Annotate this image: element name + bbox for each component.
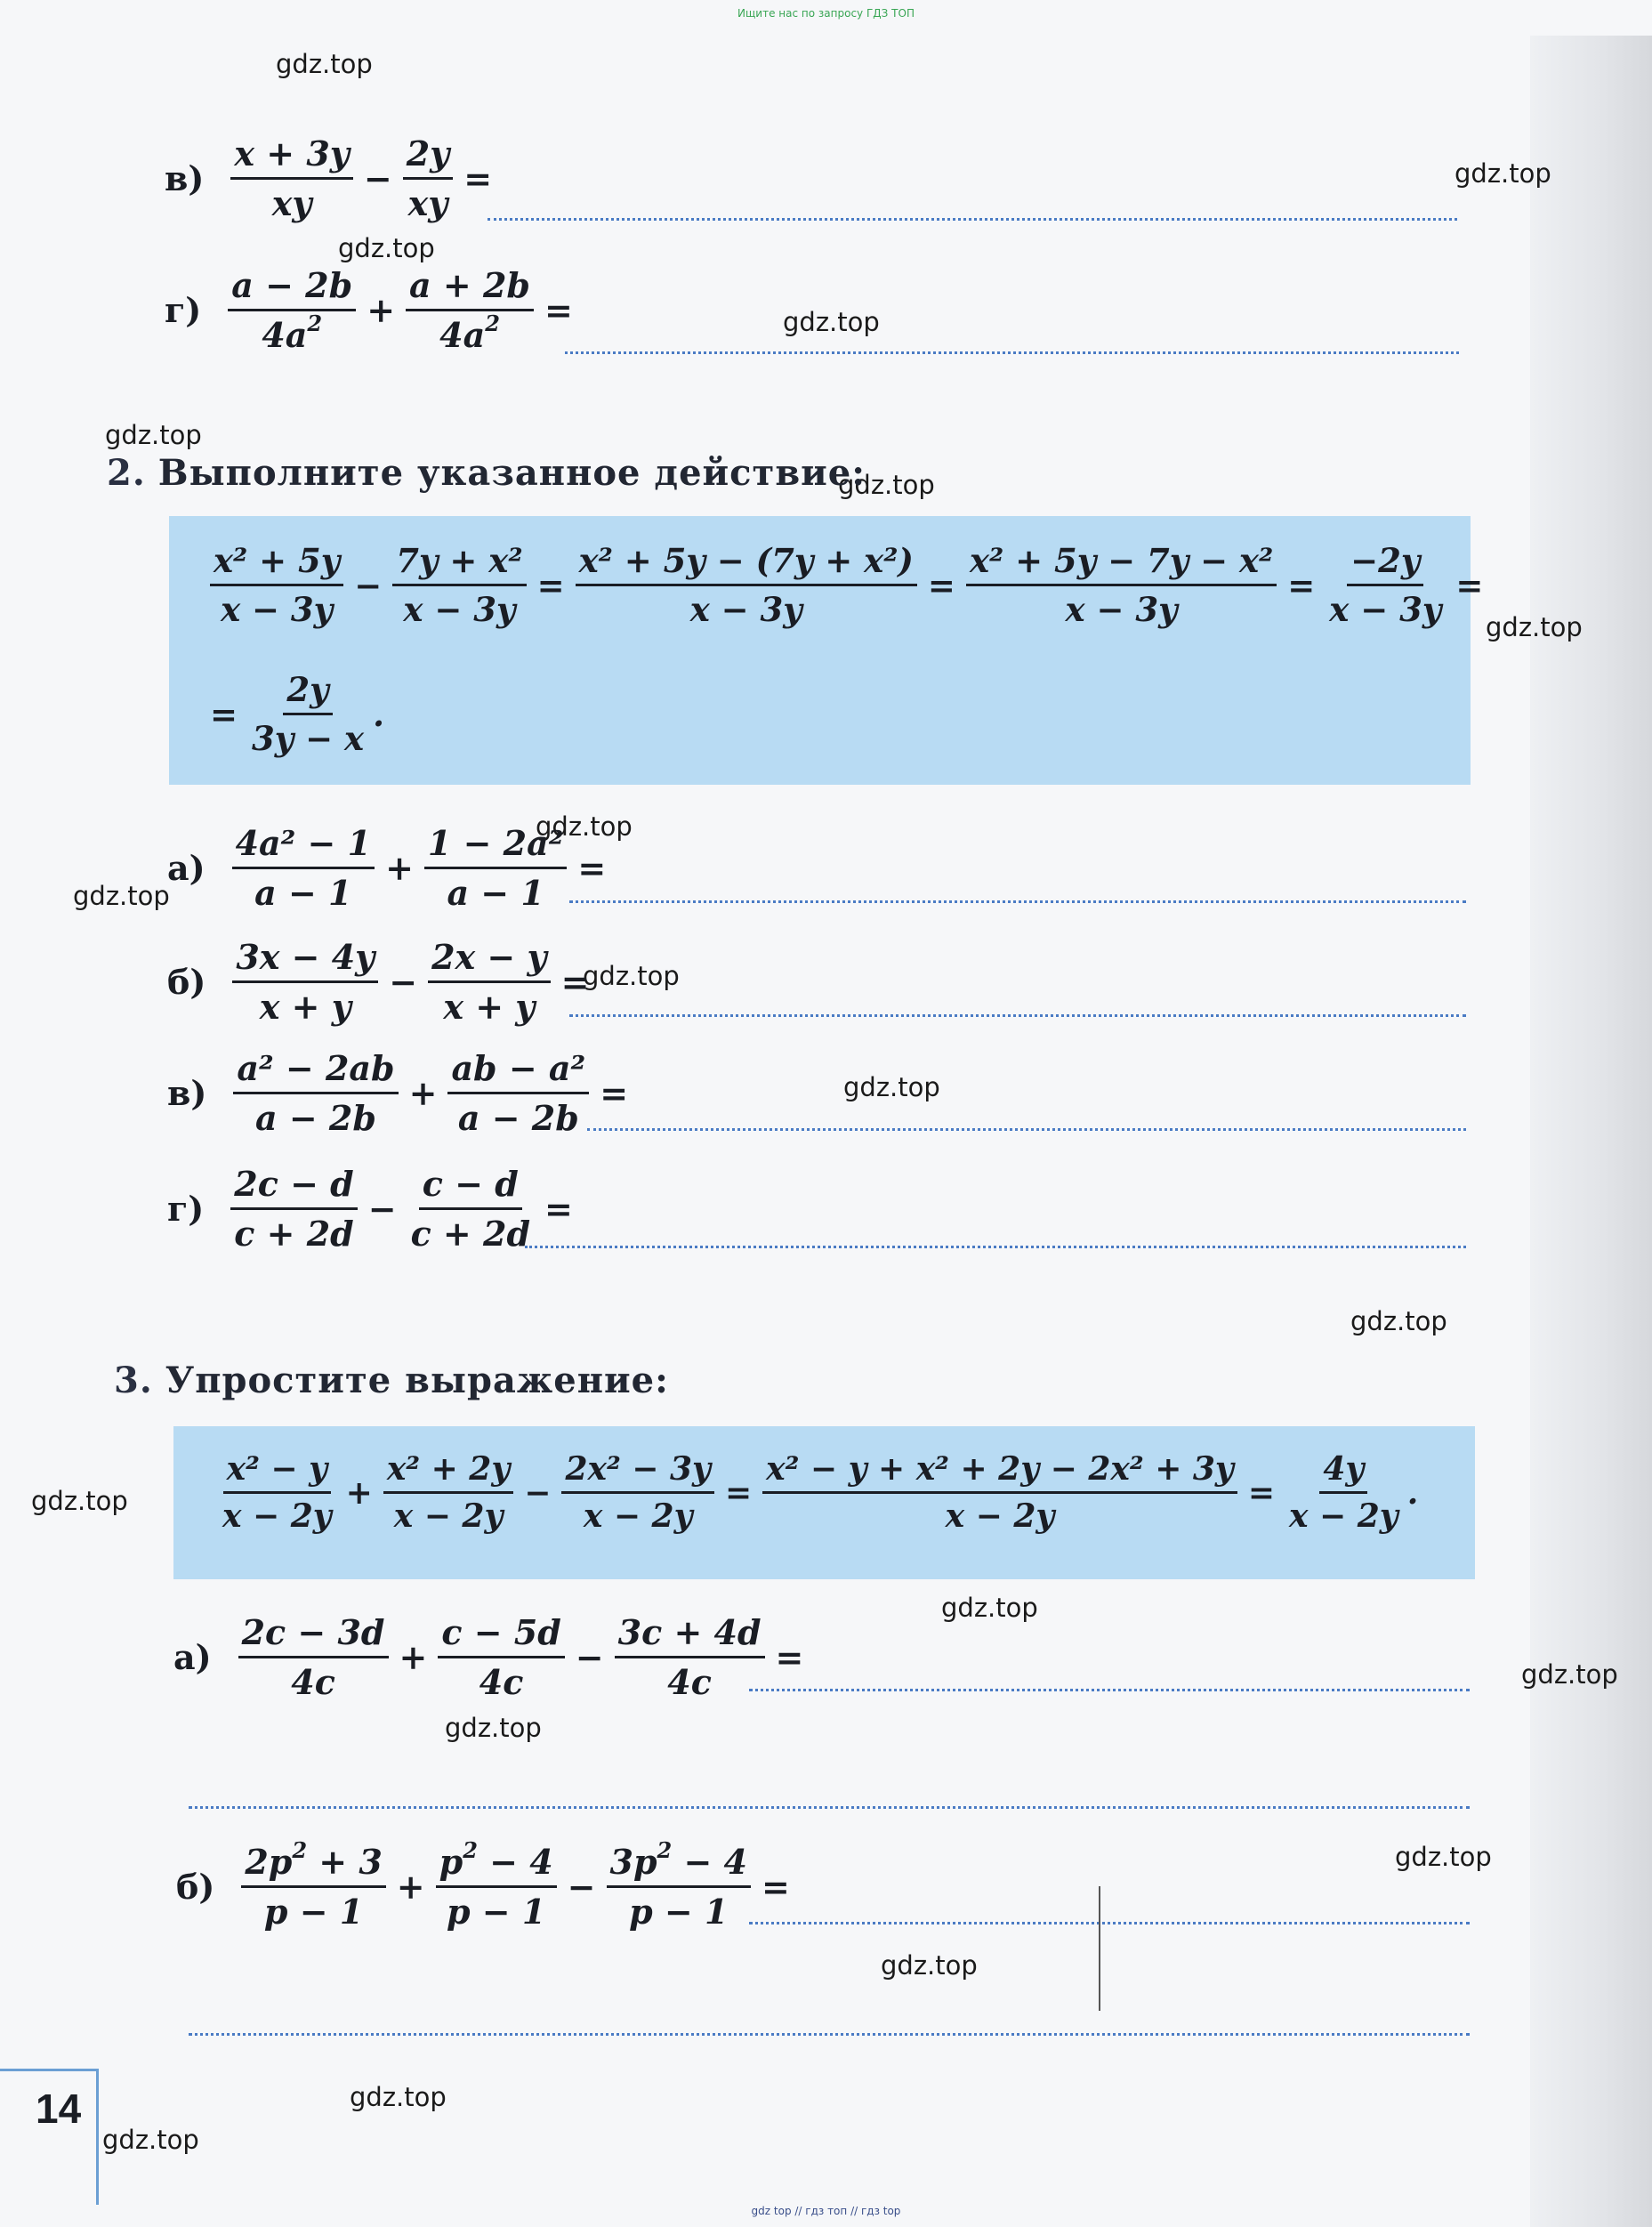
task2-item-b: б) $\frac{3x - 4y}{x + y}$ − $\frac{2x - y}{x + y}$ =	[167, 937, 590, 1027]
page-number: 14	[36, 2086, 82, 2132]
answer-line[interactable]	[525, 1246, 1466, 1248]
page-number-box	[0, 2069, 99, 2205]
watermark: gdz.top	[445, 1713, 542, 1743]
answer-line[interactable]	[587, 1128, 1466, 1131]
task2-heading: 2. Выполните указанное действие:	[107, 452, 866, 494]
task3-item-a: а) $\frac{2c - 3d}{4c}$ + $\frac{c - 5d}{4c}$ − $\frac{3c + 4d}{4c}$ =	[173, 1612, 804, 1702]
answer-line[interactable]	[189, 2033, 1470, 2036]
fraction: $\frac{x + 3y}{xy}$	[230, 133, 352, 223]
footer-note: gdz top // гдз топ // гдз top	[751, 2205, 901, 2217]
task2-example-line2: = $\frac{2y}{3y - x}$ .	[210, 670, 384, 758]
task2-example-line1: $\frac{\text{x² + 5y}}{x - 3y}$ − $\frac{\text{7y + x²}}{x - 3y}$ = $\frac{\text{x² + 5y − (7y + x²)}}{x - 3y}$ = $\frac{\text{x² + 5y − 7y − x²}}{x - 3y}$ = $\frac{-2y}{x - 3y}$ =	[205, 541, 1488, 629]
watermark: gdz.top	[941, 1593, 1038, 1623]
watermark: gdz.top	[1350, 1306, 1447, 1336]
answer-line[interactable]	[565, 351, 1459, 354]
watermark: gdz.top	[1395, 1842, 1492, 1872]
task2-item-a: а) $\frac{\text{4a² − 1}}{a - 1}$ + $\frac{\text{1 − 2a²}}{a - 1}$ =	[167, 823, 607, 913]
watermark: gdz.top	[1486, 612, 1583, 642]
fraction: $\frac{a - 2b}{4a^2}$	[228, 265, 356, 355]
task1-item-v: в) $\frac{x + 3y}{xy}$ − $\frac{2y}{xy}$ =	[165, 133, 493, 223]
watermark: gdz.top	[536, 811, 633, 842]
watermark: gdz.top	[276, 49, 373, 79]
answer-line[interactable]	[749, 1689, 1470, 1691]
task1-item-g: г) $\frac{a - 2b}{4a^2}$ + $\frac{a + 2b}{4a^2}$ =	[165, 265, 573, 355]
watermark: gdz.top	[838, 470, 935, 500]
answer-line[interactable]	[569, 1014, 1466, 1017]
watermark: gdz.top	[1455, 158, 1551, 189]
watermark: gdz.top	[73, 881, 170, 911]
task3-heading: 3. Упростите выражение:	[114, 1360, 669, 1401]
page-edge-shadow	[1530, 36, 1652, 2227]
watermark: gdz.top	[843, 1072, 940, 1102]
answer-line[interactable]	[189, 1806, 1470, 1809]
header-note: Ищите нас по запросу ГДЗ ТОП	[737, 7, 915, 20]
watermark: gdz.top	[350, 2082, 447, 2112]
fraction: $\frac{a + 2b}{4a^2}$	[406, 265, 534, 355]
watermark: gdz.top	[783, 307, 880, 337]
task2-item-g: г) $\frac{2c - d}{c + 2d}$ − $\frac{c - d}{c + 2d}$ =	[167, 1164, 573, 1254]
answer-line[interactable]	[569, 900, 1466, 903]
task2-item-v: в) $\frac{\text{a² − 2ab}}{a - 2b}$ + $\frac{\text{ab − a²}}{a - 2b}$ =	[167, 1048, 629, 1138]
watermark: gdz.top	[881, 1950, 978, 1981]
watermark: gdz.top	[583, 961, 680, 991]
watermark: gdz.top	[1521, 1659, 1618, 1690]
margin-rule	[1099, 1886, 1100, 2011]
fraction: $\frac{2y}{xy}$	[403, 133, 454, 223]
watermark: gdz.top	[102, 2125, 199, 2155]
answer-line[interactable]	[749, 1922, 1470, 1924]
watermark: gdz.top	[31, 1486, 128, 1516]
task3-example-line: $\frac{\text{x² − y}}{x - 2y}$ + $\frac{\text{x² + 2y}}{x - 2y}$ − $\frac{\text{2x² − 3y}}{x - 2y}$ = $\frac{\text{x² − y + x² + 2y − 2x² + 3y}}{x - 2y}$ = $\frac{4y}{x - 2y}$ .	[222, 1450, 1419, 1535]
watermark: gdz.top	[105, 420, 202, 450]
answer-line[interactable]	[488, 218, 1457, 221]
task3-item-b: б) $\frac{2p^2 + 3}{p - 1}$ + $\frac{p^2 - 4}{p - 1}$ − $\frac{3p^2 - 4}{p - 1}$ =	[176, 1837, 790, 1932]
watermark: gdz.top	[338, 233, 435, 263]
